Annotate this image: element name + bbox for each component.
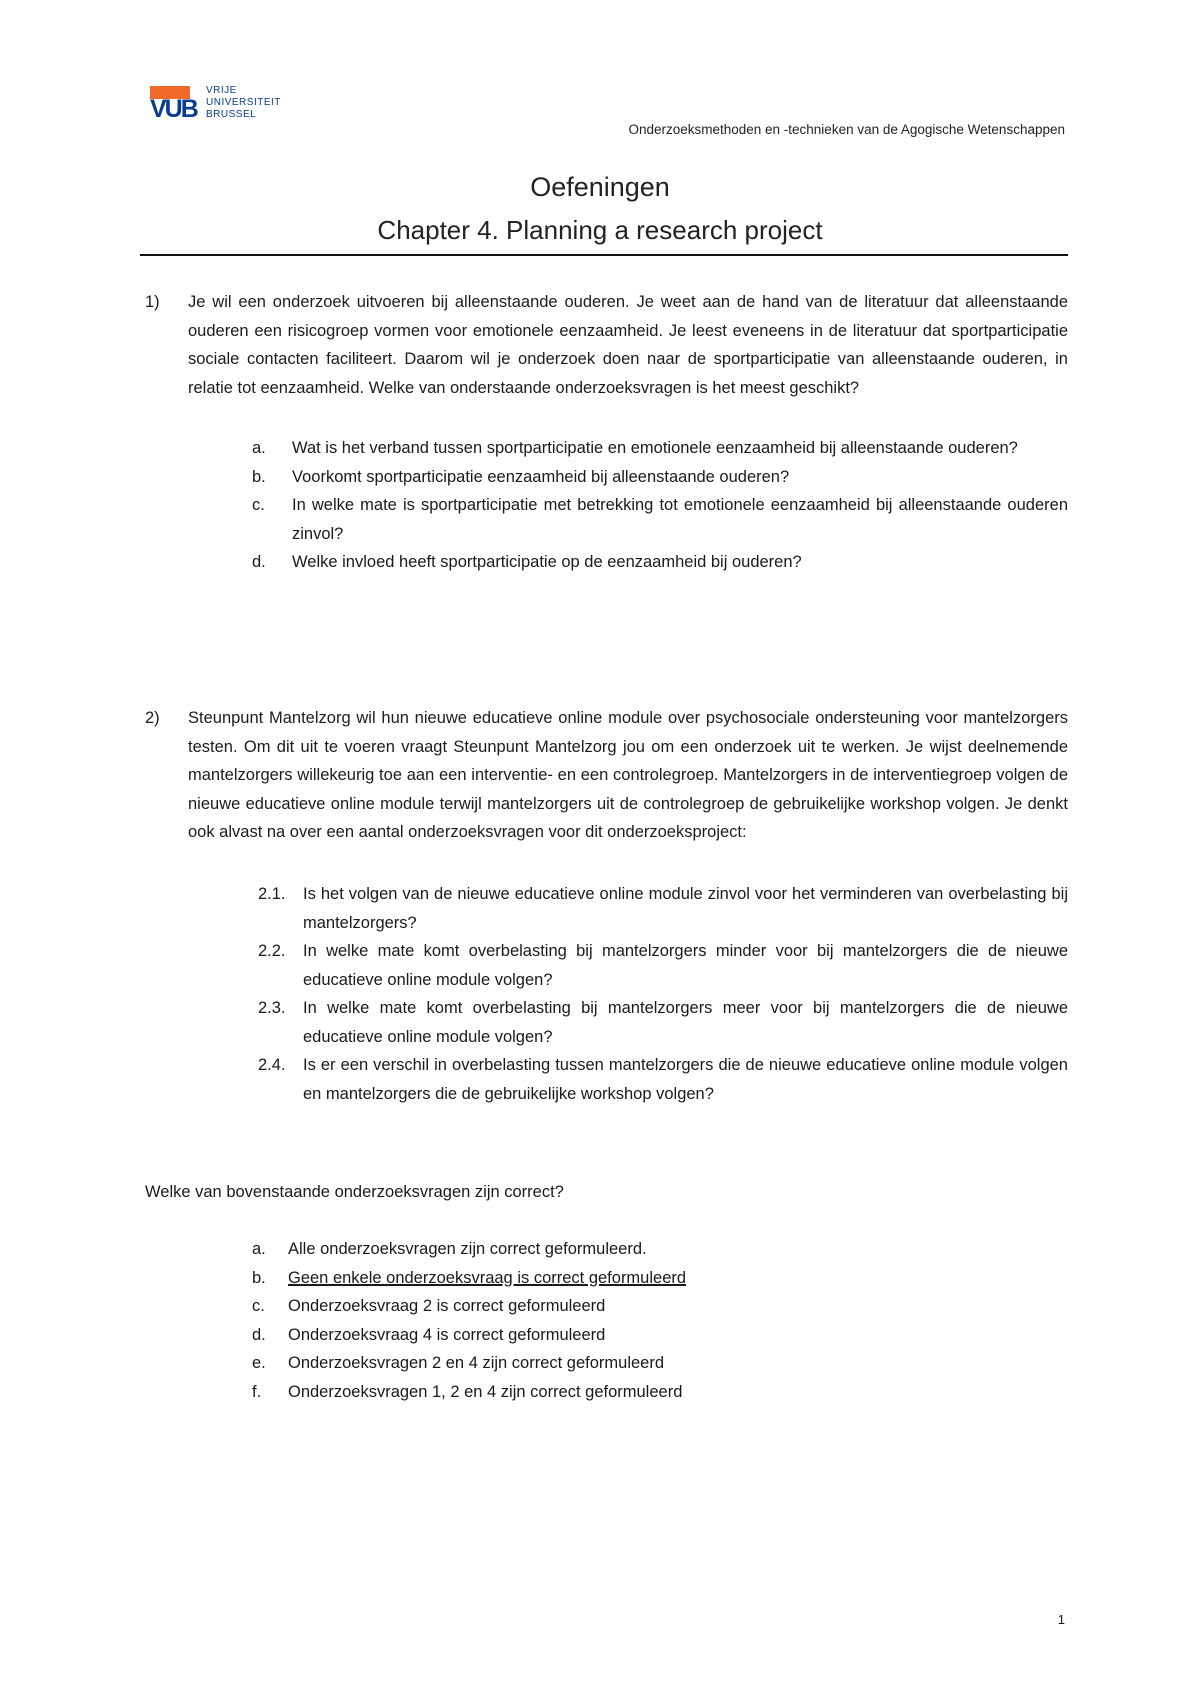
option-text: Onderzoeksvragen 1, 2 en 4 zijn correct geformuleerd: [288, 1382, 683, 1401]
question-1-text: Je wil een onderzoek uitvoeren bij alleenstaande ouderen. Je weet aan de hand van de literatuur dat alleenstaande ouderen een risicogroep vormen voor emotionele eenzaamheid. Je leest eveneens in de literatuur dat sportparticipatie sociale contacten faciliteert. Daarom wil je onderzoek doen naar de sportparticipatie van alleenstaande ouderen, in relatie tot eenzaamheid. Welke van onderstaande onderzoeksvragen is het meest geschikt?: [188, 293, 1068, 397]
page-subtitle: Chapter 4. Planning a research project: [377, 215, 823, 245]
list-item: [252, 1321, 1068, 1350]
correct-option-text: Geen enkele onderzoeksvraag is correct geformuleerd: [288, 1268, 687, 1287]
list-item: [252, 1349, 1068, 1378]
course-header: Onderzoeksmethoden en -technieken van de Agogische Wetenschappen: [628, 122, 1065, 137]
subquestion-text: In welke mate komt overbelasting bij mantelzorgers minder voor bij mantelzorgers die de nieuwe educatieve online module volgen?: [303, 942, 1068, 989]
option-text: Onderzoeksvragen 2 en 4 zijn correct geformuleerd: [288, 1354, 665, 1372]
subquestion-label: 2.1.: [258, 885, 286, 903]
question-1-options: [252, 434, 1068, 577]
option-label: a.: [252, 439, 266, 457]
option-text: Voorkomt sportparticipatie eenzaamheid bij alleenstaande ouderen?: [292, 467, 790, 486]
list-item: [252, 1264, 1068, 1293]
list-item: [252, 1292, 1068, 1321]
question-2-options: [252, 1235, 1068, 1406]
option-text: Alle onderzoeksvragen zijn correct geformuleerd.: [288, 1240, 647, 1258]
list-item: [258, 994, 1068, 1051]
option-label: c.: [252, 1297, 265, 1315]
vub-logo-mark: VUB: [150, 82, 198, 126]
vub-logo-text: VRIJE UNIVERSITEIT BRUSSEL: [206, 85, 281, 120]
page-number: 1: [1057, 1612, 1065, 1627]
subquestion-label: 2.4.: [258, 1056, 286, 1074]
vub-logo: [150, 82, 280, 126]
option-text: Onderzoeksvraag 4 is correct geformuleerd: [288, 1325, 606, 1344]
list-item: [258, 880, 1068, 937]
subquestion-text: Is het volgen van de nieuwe educatieve online module zinvol voor het verminderen van overbelasting bij mantelzorgers?: [303, 885, 1068, 932]
list-item: [252, 491, 1068, 548]
option-label: b.: [252, 467, 266, 486]
page-title: Oefeningen: [530, 172, 670, 202]
list-item: [252, 463, 1068, 492]
option-label: f.: [252, 1382, 262, 1401]
question-2-prompt: Welke van bovenstaande onderzoeksvragen zijn correct?: [145, 1183, 564, 1201]
title-divider: [140, 254, 1068, 256]
list-item: [252, 1235, 1068, 1264]
subquestion-label: 2.2.: [258, 942, 286, 960]
list-item: [252, 1378, 1068, 1407]
list-item: [258, 937, 1068, 994]
option-label: e.: [252, 1354, 266, 1372]
option-text: Wat is het verband tussen sportparticipatie en emotionele eenzaamheid bij alleenstaande ouderen?: [292, 439, 1018, 457]
option-label: d.: [252, 1325, 266, 1344]
question-2-subquestions: [258, 880, 1068, 1108]
option-label: b.: [252, 1268, 266, 1287]
option-label: d.: [252, 553, 266, 571]
option-text: Welke invloed heeft sportparticipatie op de eenzaamheid bij ouderen?: [292, 553, 802, 571]
option-text: In welke mate is sportparticipatie met betrekking tot emotionele eenzaamheid bij alleenstaande ouderen zinvol?: [292, 496, 1068, 543]
question-1-number: 1): [145, 293, 160, 311]
list-item: [258, 1051, 1068, 1108]
list-item: [252, 548, 1068, 577]
list-item: [252, 434, 1068, 463]
subquestion-label: 2.3.: [258, 999, 286, 1017]
question-2-number: 2): [145, 709, 160, 727]
option-text: Onderzoeksvraag 2 is correct geformuleerd: [288, 1297, 606, 1315]
subquestion-text: In welke mate komt overbelasting bij mantelzorgers meer voor bij mantelzorgers die de nieuwe educatieve online module volgen?: [303, 999, 1068, 1046]
option-label: c.: [252, 496, 265, 514]
question-2-text: Steunpunt Mantelzorg wil hun nieuwe educatieve online module over psychosociale ondersteuning voor mantelzorgers testen. Om dit uit te voeren vraagt Steunpunt Mantelzorg jou om een onderzoek uit te werken. Je wijst deelnemende mantelzorgers willekeurig toe aan een interventie- en een controlegroep. Mantelzorgers in de interventiegroep volgen de nieuwe educatieve online module terwijl mantelzorgers uit de controlegroep de gebruikelijke workshop volgen. Je denkt ook alvast na over een aantal onderzoeksvragen voor dit onderzoeksproject:: [188, 709, 1068, 841]
option-label: a.: [252, 1240, 266, 1258]
subquestion-text: Is er een verschil in overbelasting tussen mantelzorgers die de nieuwe educatieve online module volgen en mantelzorgers die de gebruikelijke workshop volgen?: [303, 1056, 1068, 1103]
